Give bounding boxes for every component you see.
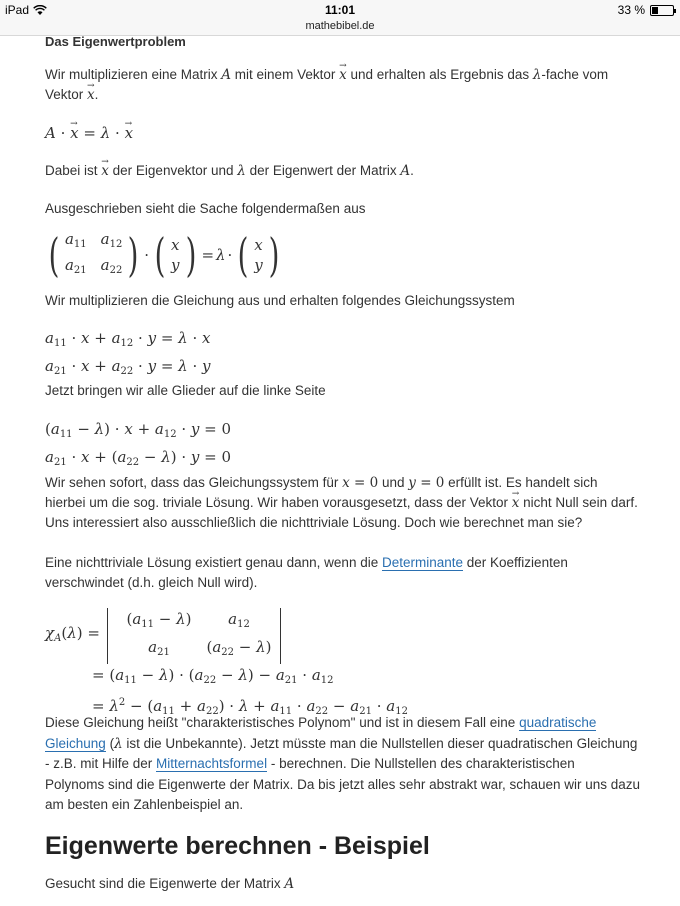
determinante-link[interactable]: Determinante bbox=[381, 555, 464, 570]
paragraph-example: Gesucht sind die Eigenwerte der Matrix A bbox=[45, 876, 295, 892]
paragraph-written-out: Ausgeschrieben sieht die Sache folgendermaßen aus bbox=[45, 201, 366, 216]
section2-title: Eigenwerte berechnen - Beispiel bbox=[45, 832, 430, 860]
section-heading: Das Eigenwertproblem bbox=[45, 34, 186, 49]
equation-eigen: A · → x = λ · → x bbox=[45, 123, 133, 143]
characteristic-polynomial: $\chi_A(\lambda)$ = $(a_{11} - \lambda)$ $a_{12}$ $a_{21}$ $(a_{22} - \lambda)$ = $(a_{11} - \lambda) \cdot (a_{22} - \lambda) - a_{21} \cdot a_{12}$ = $\lambda^2 - (a_{11} + a_{22}) \cdot \lambda + a_{11} \cdot a_{22} - a_{21} \cdot a_{12}$ bbox=[45, 610, 408, 717]
paragraph-intro: Wir multiplizieren eine Matrix A mit einem Vektor → x und erhalten als Ergebnis das λ-fache vom Vektor → x. bbox=[45, 65, 645, 105]
status-time: 11:01 bbox=[324, 3, 356, 17]
quadratische-link[interactable]: quadratische bbox=[519, 715, 597, 730]
paragraph-polynomial: Diese Gleichung heißt "charakteristisches Polynom" und ist in diesem Fall eine quadratische Gleichung (λ ist die Unbekannte). Jetzt müsste man die Nullstellen dieser quadratischen Gleichung - z.B. mit Hilfe der Mitternachtsformel - berechnen. Die Nullstellen des charakteristischen Polynoms sind die Eigenwerte der Matrix. Da bis jetzt alles sehr abstrakt war, schauen wir uns dazu am besten ein Zahlenbeispiel an. bbox=[45, 715, 641, 812]
equation-system-1: $a_{11} \cdot x + a_{12} \cdot y = \lambda \cdot x$ $a_{21} \cdot x + a_{22} \cdot y = \lambda \cdot y$ bbox=[45, 329, 211, 377]
section2-title-wrap bbox=[45, 832, 430, 860]
section-heading-wrap bbox=[45, 32, 186, 50]
equation-system-2: $(a_{11} - \lambda) \cdot x + a_{12} \cdot y = 0$ $a_{21} \cdot x + (a_{22} - \lambda) \cdot y = 0$ bbox=[45, 420, 232, 468]
status-right bbox=[618, 3, 674, 17]
battery-icon bbox=[650, 5, 674, 16]
paragraph-left-side: Jetzt bringen wir alle Glieder auf die linke Seite bbox=[45, 383, 326, 398]
paragraph-multiply: Wir multiplizieren die Gleichung aus und erhalten folgendes Gleichungssystem bbox=[45, 293, 515, 308]
matrix-equation: ( $a_{11}$ $a_{12}$ $a_{21}$ $a_{22}$ ) · ( x y ) = λ · ( x y ) bbox=[48, 228, 280, 282]
paragraph-determinant: Eine nichttriviale Lösung existiert genau dann, wenn die Determinante der Koeffizienten verschwindet (d.h. gleich Null wird). bbox=[45, 555, 568, 590]
url-text[interactable]: mathebibel.de bbox=[305, 20, 375, 32]
gleichung-link[interactable]: Gleichung bbox=[45, 735, 106, 751]
battery-percent: 33 % bbox=[617, 3, 645, 17]
paragraph-trivial: Wir sehen sofort, dass das Gleichungssystem für x = 0 und y = 0 erfüllt ist. Es handelt sich hierbei um die sog. triviale Lösung. Wir haben vorausgesetzt, dass der Vektor → x nicht Null sein darf. Uns interessiert also ausschließlich die nichttriviale Lösung. Doch wie berechnet man sie? bbox=[45, 473, 645, 533]
mitternachtsformel-link[interactable]: Mitternachtsformel bbox=[156, 756, 268, 771]
device-name: iPad bbox=[5, 3, 30, 17]
paragraph-definition: Dabei ist → x der Eigenvektor und λ der Eigenwert der Matrix A. bbox=[45, 161, 414, 181]
status-bar bbox=[0, 0, 680, 20]
